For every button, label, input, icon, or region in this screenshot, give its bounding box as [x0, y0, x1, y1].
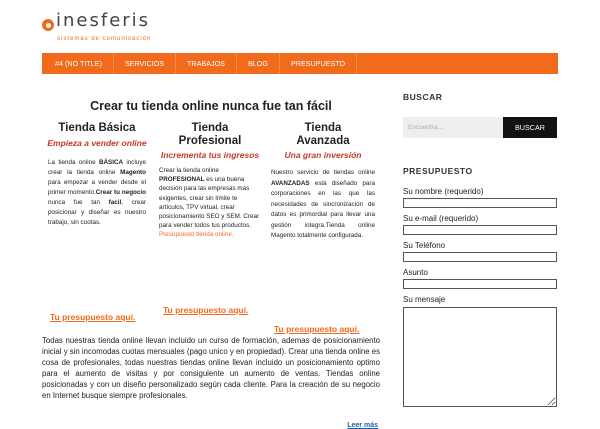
plan-profesional [155, 122, 265, 240]
budget-link-avanzada[interactable]: Tu presupuesto aquí. [274, 324, 360, 334]
plan-subtitle: Una gran inversión [284, 150, 362, 160]
logo-tagline: sistemas de comunicación [57, 36, 152, 42]
email-field[interactable] [403, 225, 557, 235]
subject-field[interactable] [403, 279, 557, 289]
nav-item-blog[interactable]: BLOG [237, 53, 280, 74]
plan-avanzada [268, 122, 378, 242]
plan-subtitle: Empieza a vender online [47, 137, 147, 148]
search-form [403, 117, 557, 138]
nav-item-presupuesto[interactable]: PRESUPUESTO [280, 53, 357, 74]
name-label: Su nombre (requerido) [403, 187, 484, 196]
nav-item-no-title[interactable]: #4 (NO TITLE) [42, 53, 114, 74]
plans-row [42, 122, 380, 429]
main-nav [42, 53, 558, 74]
search-input[interactable] [403, 117, 503, 138]
plan-description: La tienda online BÁSICA incluye crear la tienda online Magento para empezar a vender desde el primer momento.Crear tu negocio nunca fue tan facil, crear posicionar y diseñar es nuestro trabajo, sin cuotas. [48, 158, 146, 226]
site-header [0, 0, 600, 53]
search-widget-title: BUSCAR [403, 92, 443, 102]
search-button[interactable]: BUSCAR [503, 117, 557, 138]
nav-item-servicios[interactable]: SERVICIOS [114, 53, 176, 74]
logo-mark-icon [42, 19, 54, 31]
read-more-link[interactable]: Leer más [347, 422, 378, 429]
page-title: Crear tu tienda online nunca fue tan fácil [90, 99, 332, 113]
plan-title: Tienda Avanzada [296, 122, 350, 147]
plan-basica [42, 122, 152, 228]
plan-title: Tienda Profesional [178, 122, 242, 147]
plan-description: Nuestro servicio de tiendas online AVANZADAS está diseñado para corporaciones en las que las necesidades de sincronización de datos es primordial para llevar una gestión integra.Tienda online Magento totalmente configurada. [271, 169, 375, 239]
subject-label: Asunto [403, 268, 428, 277]
nav-item-trabajos[interactable]: TRABAJOS [176, 53, 237, 74]
logo-name: inesferis [56, 10, 151, 31]
phone-field[interactable] [403, 252, 557, 262]
sidebar [403, 92, 557, 407]
main-content [42, 96, 380, 429]
plan-description: Crear la tienda online PROFESIONAL es una buena decisión para las empresas más exigentes, crear sin límite te artículos, TPV virtual, crear posicionamiento SEO y SEM. Crear para vender todos tus productos. Presupuesto tienda online. [159, 167, 260, 239]
presupuesto-tienda-link[interactable]: Presupuesto tienda online. [159, 231, 234, 239]
message-label: Su mensaje [403, 295, 446, 304]
phone-label: Su Teléfono [403, 241, 446, 250]
budget-widget-title: PRESUPUESTO [403, 166, 473, 176]
budget-link-profesional[interactable]: Tu presupuesto aquí. [163, 305, 249, 315]
intro-paragraph: Todas nuestras tienda online llevan incluido un curso de formación, ademas de posicionamiento inicial y sin incomodas cuotas mensuales (pago unico y en propiedad). Crear una tienda online es cosa de profesionales, todas nuestras tiendas online llevan incluido un posicionamiento optimo para el aumento de visitas y por consiguiente un aumento de ventas. Tiendas online posicionadas y con un diseño personalizado según cada cliente. Para la creación de su negocio en Internet busque siempre profesionales. [42, 336, 380, 400]
budget-link-basica[interactable]: Tu presupuesto aquí. [50, 312, 136, 322]
message-field[interactable] [403, 307, 557, 407]
plan-title: Tienda Básica [58, 122, 136, 134]
plan-subtitle: Incrementa tus ingresos [160, 150, 260, 160]
name-field[interactable] [403, 198, 557, 208]
email-label: Su e-mail (requerido) [403, 214, 479, 223]
